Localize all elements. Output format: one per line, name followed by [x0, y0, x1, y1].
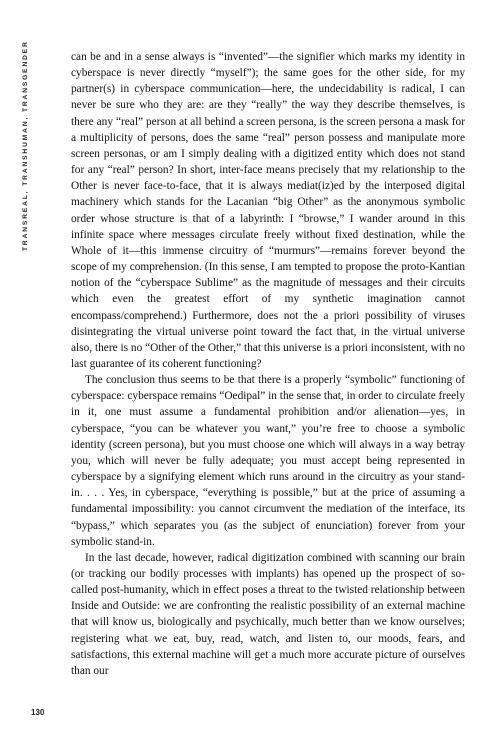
paragraph: The conclusion thus seems to be that there is a properly “symbolic” functioning of cyberspace: cyberspace remains “Oedipal” in the sense that, in order to circulate freely in it, one must assume a fundamental prohibition and/or alienation—yes, in cyberspace, “you can be whatever you want,” you’re free to choose a symbolic identity (screen persona), but you must choose one which will always in a way betray you, which will never be fully adequate; you must accept being represented in cyberspace by a signifying element which runs around in the circuitry as your stand-in. . . . Yes, in cyberspace, “everything is possible,” but at the price of assuming a fundamental impossibility: you cannot circumvent the mediation of the interface, its “bypass,” which separates you (as the subject of enunciation) forever from your symbolic stand-in.: [71, 374, 466, 548]
page-number: 130: [31, 708, 45, 717]
paragraph: In the last decade, however, radical digitization combined with scanning our brain (or tracking our bodily processes with implants) has opened up the prospect of so-called post-humanity, which in effect poses a threat to the twisted relationship between Inside and Outside: we are confronting the realistic possibility of an external machine that will know us, biologically and psychically, much better than we know ourselves; registering what we eat, buy, read, watch, and listen to, our moods, fears, and satisfactions, this external machine will get a much more accurate picture of ourselves than our: [71, 551, 465, 677]
paragraph: can be and in a sense always is “invented”—the signifier which marks my identity in cyberspace is never directly “myself”); the same goes for the other side, for my partner(s) in cyberspace communication—here, the undecidability is radical, I can never be sure who they are: are they “really” the way they describe themselves, is there any “real” person at all behind a screen persona, is the screen persona a mask for a multiplicity of persons, does the same “real” person possess and manipulate more screen personas, or am I simply dealing with a digitized entity which does not stand for any “real” person? In short, inter-face means precisely that my relationship to the Other is never face-to-face, that it is always mediat(iz)ed by the interposed digital machinery which stands for the Lacanian “big Other” as the anonymous symbolic order whose structure is that of a labyrinth: I “browse,” I wander around in this infinite space where messages circulate freely without fixed destination, while the Whole of it—this immense circuitry of “murmurs”—remains forever beyond the scope of my comprehension. (In this sense, I am tempted to propose the proto-Kantian notion of the “cyberspace Sublime” as the magnitude of messages and their circuits which even the greatest effort of my synthetic imagination cannot encompass/comprehend.) Furthermore, does not the a priori possibility of viruses disintegrating the virtual universe point toward the fact that, in the virtual universe also, there is no “Other of the Other,” that this universe is a priori inconsistent, with no last guarantee of its coherent functioning?: [71, 51, 465, 370]
running-head: TRANSREAL, TRANSHUMAN, TRANSGENDER: [22, 40, 29, 251]
body-text: [71, 49, 465, 679]
